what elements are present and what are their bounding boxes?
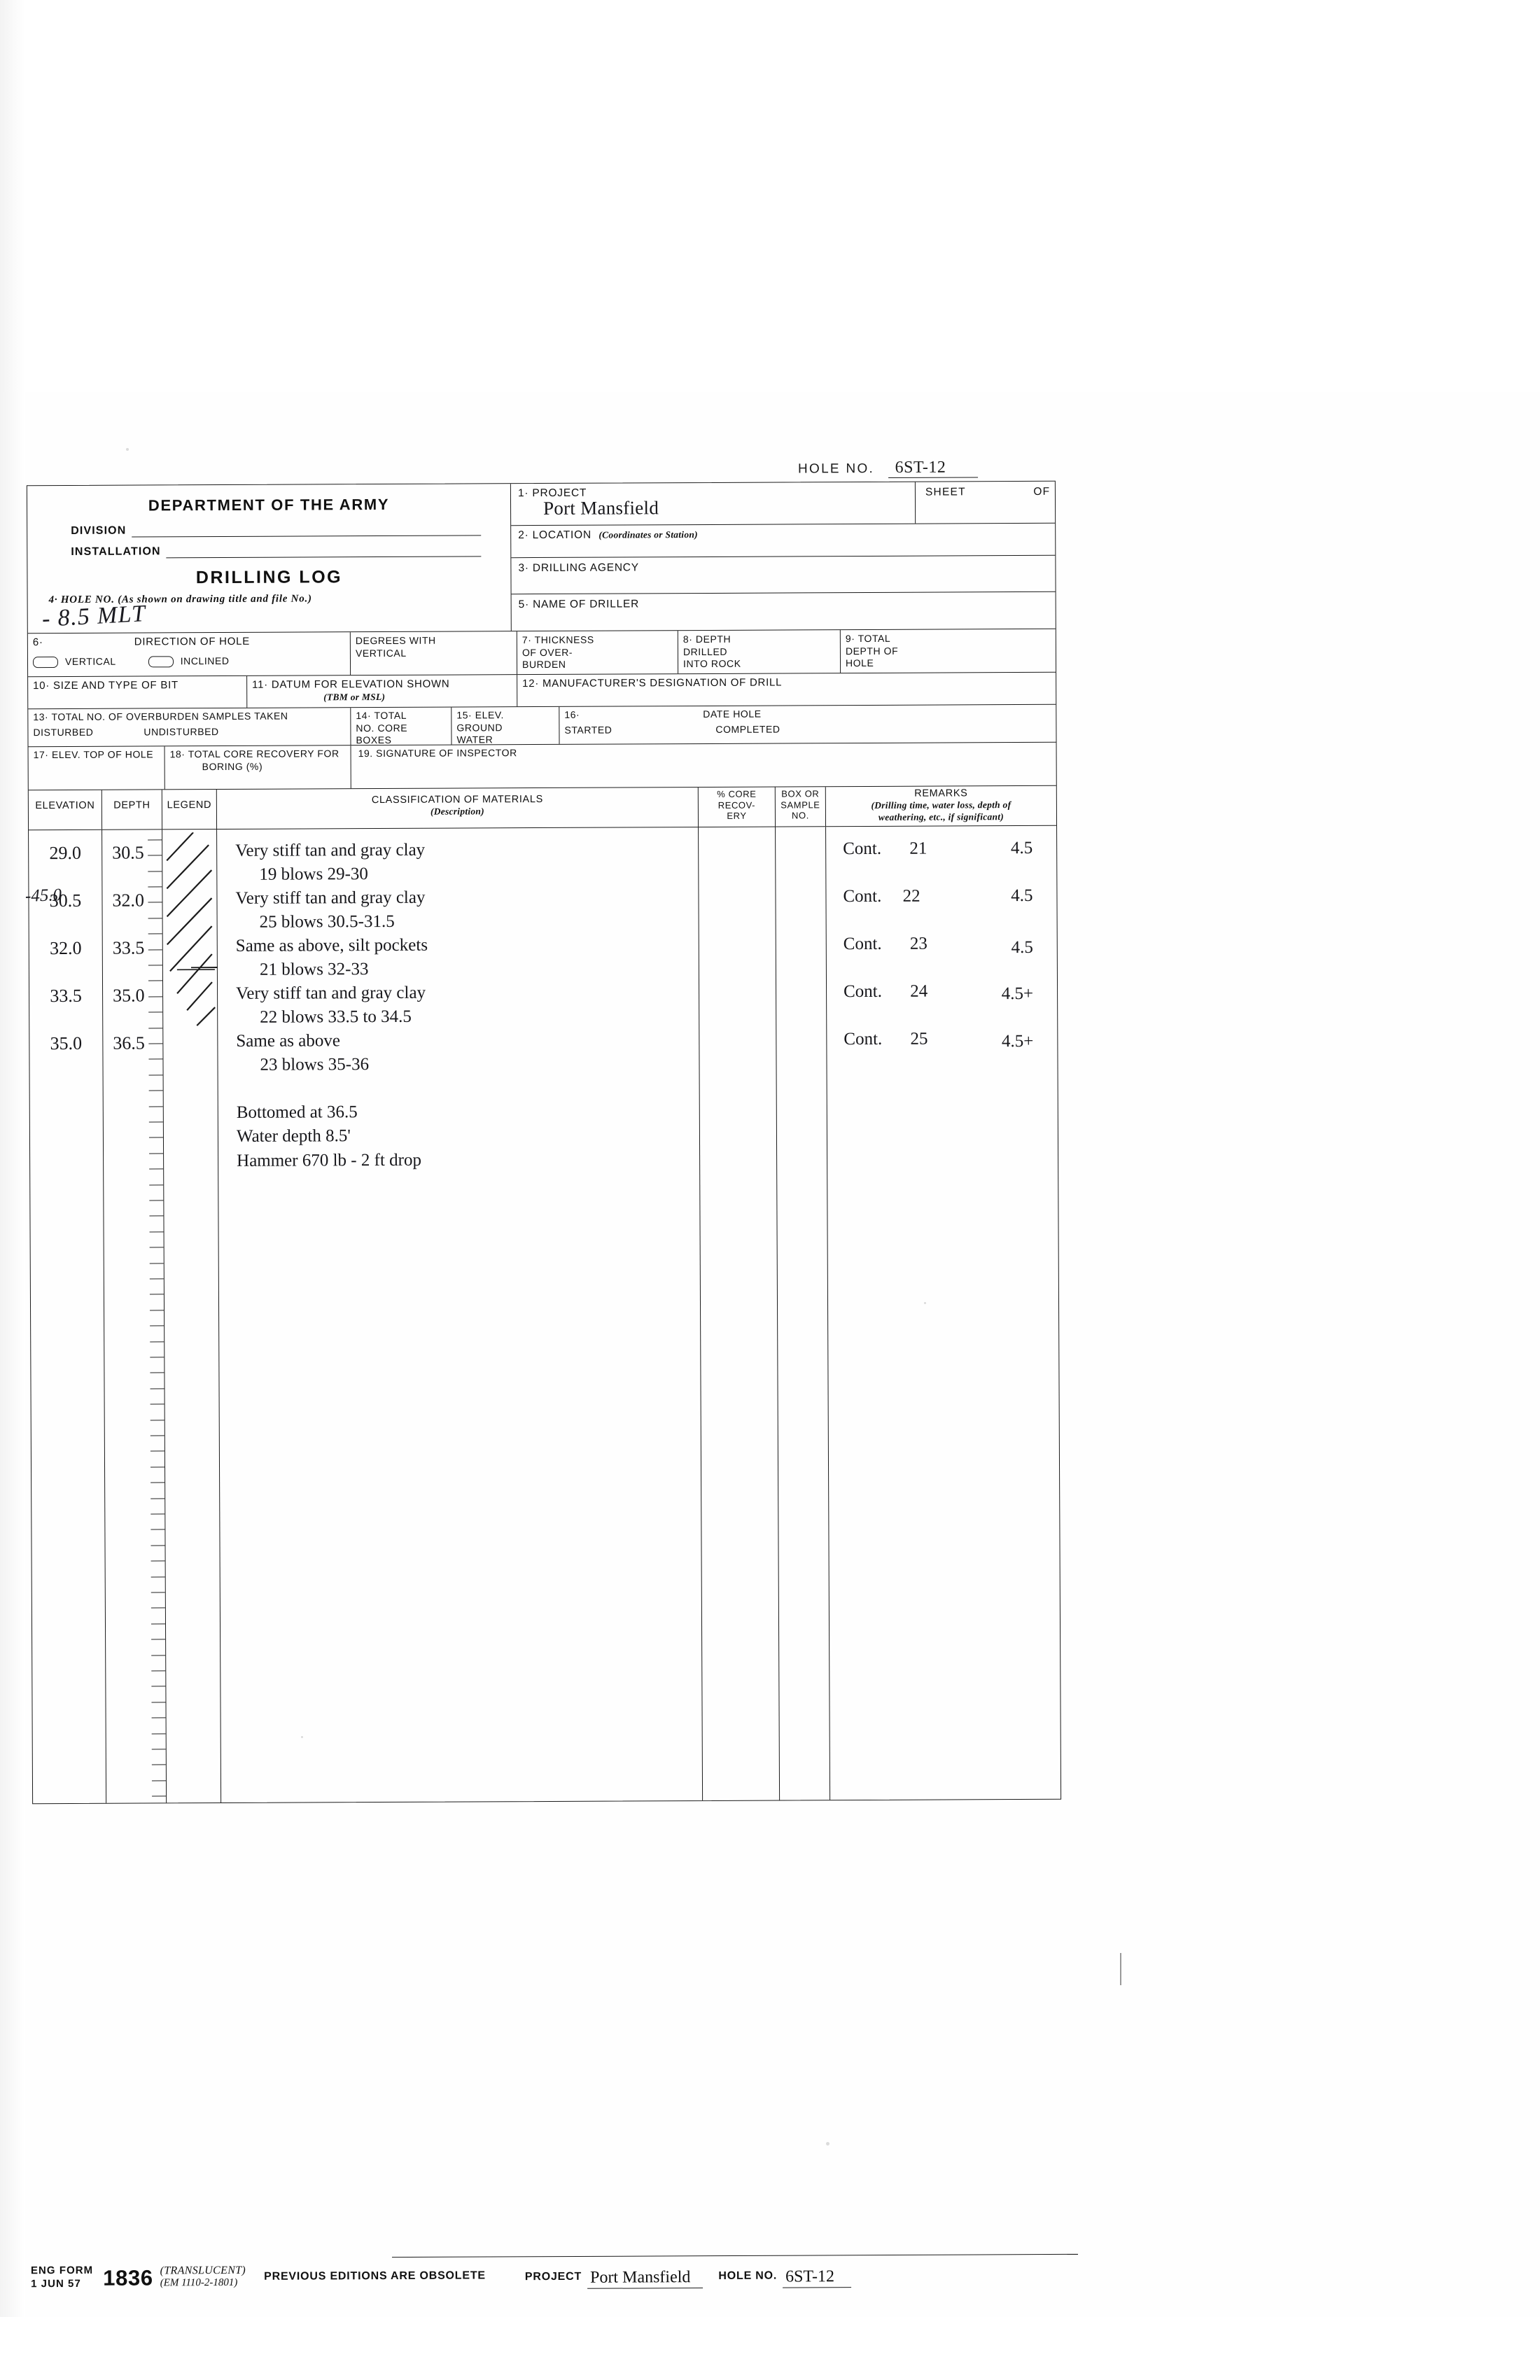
depth-tick <box>149 1074 163 1075</box>
footer-project-value: Port Mansfield <box>587 2268 703 2289</box>
depth-tick <box>150 1451 164 1452</box>
datum-note: (TBM or MSL) <box>323 691 386 703</box>
field6-number: 6· <box>32 636 43 649</box>
remark-sample-no: 24 <box>910 981 928 1001</box>
driller-name-label: 5· NAME OF DRILLER <box>518 598 640 611</box>
header-box-sample-1: BOX OR <box>781 788 820 799</box>
location-label: 2· LOCATION <box>518 528 592 542</box>
log-table-header <box>29 786 1056 830</box>
direction-of-hole-label: DIRECTION OF HOLE <box>134 635 251 648</box>
groundwater-label-3: WATER <box>456 734 493 746</box>
header-remarks-title: REMARKS <box>914 788 968 799</box>
cell-description <box>236 933 428 982</box>
cell-description <box>236 1029 369 1078</box>
depth-tick <box>151 1608 165 1609</box>
header-remarks <box>825 786 1056 826</box>
bit-size-cell[interactable] <box>28 676 246 708</box>
description-line-1: Same as above <box>236 1031 340 1051</box>
column-legend <box>162 830 220 1802</box>
depth-tick <box>148 855 162 856</box>
depth-drilled-label-1: 8· DEPTH <box>682 633 732 645</box>
signature-cell[interactable] <box>351 743 1056 788</box>
depth-drilled-label-2: DRILLED <box>682 645 728 657</box>
core-recovery-label-2: BORING (%) <box>202 760 263 772</box>
agency-title: DEPARTMENT OF THE ARMY <box>148 495 390 514</box>
column-remarks <box>825 826 1060 1800</box>
cell-depth: 35.0 <box>113 985 145 1006</box>
depth-tick <box>150 1404 164 1405</box>
description-line-2: 25 blows 30.5-31.5 <box>259 912 395 932</box>
thickness-overburden-cell[interactable] <box>517 631 678 674</box>
hole-number-header <box>798 458 978 477</box>
depth-tick <box>149 1121 163 1122</box>
hole-number-value: 6ST-12 <box>888 458 979 478</box>
depth-tick <box>152 1780 166 1781</box>
depth-tick <box>150 1263 164 1264</box>
direction-of-hole-cell[interactable] <box>28 632 350 676</box>
closing-note-3: Hammer 670 lb - 2 ft drop <box>237 1150 422 1170</box>
location-note: (Coordinates or Station) <box>598 529 698 540</box>
depth-tick <box>151 1686 165 1687</box>
cell-remark-value: 4.5 <box>1010 838 1033 858</box>
elev-top-of-hole-cell[interactable] <box>29 746 164 790</box>
drilling-log-form <box>24 481 1061 1804</box>
remark-sample-no: 25 <box>910 1029 928 1049</box>
depth-tick <box>152 1733 166 1734</box>
handwritten-depth-annotation: -45.0 <box>24 886 62 906</box>
closing-note-1: Bottomed at 36.5 <box>236 1102 358 1122</box>
cell-remark <box>844 981 927 1002</box>
depth-tick <box>149 1184 163 1185</box>
vertical-checkbox[interactable] <box>33 657 58 668</box>
description-line-1: Very stiff tan and gray clay <box>235 840 426 860</box>
core-recovery-label-1: 18· TOTAL CORE RECOVERY FOR <box>169 748 340 760</box>
cell-elevation: 35.0 <box>50 1032 83 1054</box>
previous-editions-note: PREVIOUS EDITIONS ARE OBSOLETE <box>264 2269 486 2283</box>
sheet-of-label: OF <box>1033 485 1051 498</box>
cell-remark-value: 4.5+ <box>1001 983 1034 1003</box>
disturbed-label: DISTURBED <box>33 726 94 738</box>
footer-project-label: PROJECT <box>524 2270 582 2283</box>
cell-elevation: 33.5 <box>50 985 82 1006</box>
remark-sample-no: 23 <box>909 934 927 953</box>
header-classification-title: CLASSIFICATION OF MATERIALS <box>371 794 543 806</box>
cell-description <box>235 886 425 935</box>
depth-tick <box>149 1106 163 1107</box>
form-header <box>27 482 1056 634</box>
depth-tick <box>150 1466 164 1467</box>
depth-tick <box>151 1576 165 1577</box>
overburden-samples-cell[interactable] <box>28 708 350 746</box>
column-classification <box>216 827 702 1802</box>
degrees-with-vertical-cell[interactable] <box>350 631 517 675</box>
page-bottom-margin <box>0 2317 1540 2380</box>
depth-tick <box>148 949 162 950</box>
depth-tick <box>150 1294 164 1295</box>
depth-into-rock-cell[interactable] <box>678 630 840 673</box>
date-started-label: STARTED <box>564 724 612 736</box>
depth-tick <box>148 839 162 840</box>
hole-number-note: 4· HOLE NO. (As shown on drawing title and file No.) <box>48 593 312 606</box>
groundwater-label-2: GROUND <box>456 721 503 734</box>
degrees-vertical-label: VERTICAL <box>355 647 407 659</box>
header-core-recovery-1: % CORE <box>717 788 757 799</box>
header-remarks-note-1: (Drilling time, water loss, depth of <box>871 799 1011 811</box>
header-classification-note: (Description) <box>430 806 484 818</box>
remark-sample-no: 22 <box>902 886 920 906</box>
location-field[interactable] <box>511 524 1055 558</box>
ground-water-elev-cell[interactable] <box>451 707 559 745</box>
drilling-agency-field[interactable] <box>511 556 1055 594</box>
depth-tick <box>150 1513 164 1514</box>
inclined-label: INCLINED <box>180 654 230 667</box>
datum-elevation-cell[interactable] <box>246 675 517 708</box>
date-completed-label: COMPLETED <box>715 723 780 735</box>
remark-text: Cont. <box>843 839 882 858</box>
page-top-margin <box>0 0 1540 392</box>
header-core-recovery-2: RECOV- <box>718 799 756 811</box>
total-depth-label-3: HOLE <box>845 657 874 669</box>
form-row-elev-recovery-signature <box>29 743 1056 790</box>
cell-depth: 33.5 <box>112 937 145 958</box>
description-line-2: 23 blows 35-36 <box>260 1055 370 1075</box>
depth-tick <box>148 996 162 997</box>
header-classification <box>216 788 698 829</box>
header-core-recovery <box>698 788 775 827</box>
hole-number-label: HOLE NO. <box>797 461 875 477</box>
footer-rule <box>392 2254 1078 2258</box>
depth-drilled-label-3: INTO ROCK <box>682 657 741 670</box>
form-row-samples-dates <box>28 705 1056 747</box>
depth-tick <box>152 1796 166 1797</box>
depth-tick <box>151 1639 165 1640</box>
eng-form-line-1: ENG FORM <box>30 2264 94 2277</box>
vertical-label: VERTICAL <box>64 655 116 667</box>
date-hole-label: DATE HOLE <box>703 708 762 720</box>
groundwater-label-1: 15· ELEV. <box>456 709 504 721</box>
form-row-direction <box>28 629 1056 677</box>
inclined-checkbox[interactable] <box>148 656 174 667</box>
cell-remark-value: 4.5+ <box>1001 1031 1034 1051</box>
cell-description <box>235 839 425 888</box>
field16-number: 16· <box>564 708 580 720</box>
depth-tick <box>150 1231 164 1232</box>
drill-designation-cell[interactable] <box>517 673 1056 706</box>
em-reference: (EM 1110-2-1801) <box>160 2276 238 2288</box>
depth-tick <box>151 1545 165 1546</box>
depth-tick <box>149 1216 163 1217</box>
remark-sample-no: 21 <box>909 839 927 858</box>
depth-tick <box>148 1012 162 1013</box>
eng-form-line-2: 1 JUN 57 <box>31 2277 81 2290</box>
depth-tick <box>148 1059 162 1060</box>
date-hole-cell[interactable] <box>559 705 1056 744</box>
total-depth-cell[interactable] <box>840 629 1056 673</box>
column-core-recovery <box>698 827 779 1800</box>
handwritten-elev-top-of-hole: - 8.5 MLT <box>41 601 147 632</box>
bit-size-label: 10· SIZE AND TYPE OF BIT <box>33 679 178 692</box>
clay-hatch-pattern-icon <box>165 832 216 1042</box>
header-box-sample <box>775 787 825 826</box>
datum-label: 11· DATUM FOR ELEVATION SHOWN <box>252 678 450 691</box>
cell-remark <box>843 886 920 906</box>
core-boxes-label-2: NO. CORE <box>356 722 408 734</box>
core-boxes-label-3: BOXES <box>356 734 392 746</box>
description-line-1: Same as above, silt pockets <box>235 935 428 955</box>
scan-speck <box>826 2142 830 2146</box>
sheet-label: SHEET <box>925 486 966 498</box>
cell-elevation: 32.0 <box>49 937 82 958</box>
legend-pointer-line-icon <box>191 967 218 968</box>
eng-form-label <box>31 2264 93 2291</box>
cell-depth: 30.5 <box>112 842 144 863</box>
depth-tick <box>148 886 162 887</box>
depth-tick <box>150 1341 164 1342</box>
depth-tick <box>149 1153 163 1154</box>
depth-tick <box>149 1169 163 1170</box>
depth-tick <box>151 1561 165 1562</box>
cell-depth: 32.0 <box>112 890 145 911</box>
installation-field[interactable] <box>27 544 510 559</box>
depth-tick <box>148 902 162 903</box>
footer-hole-label: HOLE NO. <box>718 2269 778 2282</box>
description-line-2: 22 blows 33.5 to 34.5 <box>260 1007 412 1028</box>
installation-label: INSTALLATION <box>71 545 161 558</box>
division-input-line[interactable] <box>132 524 481 537</box>
remark-text: Cont. <box>844 1029 883 1049</box>
header-box-sample-2: SAMPLE <box>780 799 820 811</box>
cell-elevation: 30.5 <box>49 890 82 911</box>
driller-name-field[interactable] <box>512 592 1056 631</box>
project-label: 1· PROJECT <box>517 486 587 500</box>
project-field[interactable] <box>511 482 1055 526</box>
depth-tick <box>150 1247 164 1248</box>
form-title: DRILLING LOG <box>195 567 343 588</box>
cell-remark-value: 4.5 <box>1011 937 1033 957</box>
drill-designation-label: 12· MANUFACTURER'S DESIGNATION OF DRILL <box>522 676 783 690</box>
cell-depth: 36.5 <box>113 1032 145 1054</box>
cell-remark <box>844 934 927 954</box>
column-box-sample <box>775 827 830 1800</box>
cell-remark <box>844 1029 927 1049</box>
depth-tick <box>150 1278 164 1279</box>
scan-speck <box>126 448 129 451</box>
cell-remark-value: 4.5 <box>1011 886 1033 905</box>
installation-input-line[interactable] <box>167 545 482 558</box>
closing-notes <box>237 1100 421 1174</box>
header-elevation: ELEVATION <box>35 799 95 812</box>
description-line-2: 21 blows 32-33 <box>259 960 369 980</box>
remark-text: Cont. <box>843 886 882 906</box>
remark-text: Cont. <box>843 934 882 953</box>
header-remarks-note-2: weathering, etc., if significant) <box>878 811 1004 822</box>
form-number: 1836 <box>103 2264 153 2290</box>
scan-stray-mark <box>1120 1953 1121 1985</box>
total-depth-label-2: DEPTH OF <box>845 645 899 657</box>
description-line-1: Very stiff tan and gray clay <box>236 983 426 1003</box>
degrees-with-label: DEGREES WITH <box>355 634 436 647</box>
depth-tick <box>148 1043 162 1044</box>
undisturbed-label: UNDISTURBED <box>144 725 219 737</box>
remark-text: Cont. <box>844 981 882 1001</box>
description-line-1: Very stiff tan and gray clay <box>235 888 426 908</box>
form-footer <box>31 2260 1074 2291</box>
cell-description <box>236 981 426 1030</box>
overburden-samples-label: 13· TOTAL NO. OF OVERBURDEN SAMPLES TAKEN <box>33 710 288 723</box>
total-depth-label-1: 9· TOTAL <box>845 632 891 645</box>
form-row-bit-datum <box>28 673 1056 709</box>
depth-tick <box>150 1388 164 1389</box>
depth-tick <box>150 1435 164 1436</box>
depth-tick <box>151 1655 165 1656</box>
elev-top-label: 17· ELEV. TOP OF HOLE <box>33 748 154 761</box>
header-core-recovery-3: ERY <box>727 810 747 822</box>
column-elevation <box>29 830 106 1803</box>
depth-tick <box>148 871 162 872</box>
page-left-margin <box>0 0 25 2380</box>
division-label: DIVISION <box>71 524 127 537</box>
header-depth: DEPTH <box>102 790 162 829</box>
core-boxes-label-1: 14· TOTAL <box>356 709 407 722</box>
thickness-label-3: BURDEN <box>522 658 566 671</box>
division-field[interactable] <box>27 523 510 538</box>
depth-tick <box>151 1623 165 1624</box>
core-boxes-cell[interactable] <box>350 708 451 746</box>
footer-hole-value: 6ST-12 <box>783 2267 851 2288</box>
signature-label: 19. SIGNATURE OF INSPECTOR <box>358 747 517 760</box>
log-table-body <box>29 826 1060 1803</box>
thickness-label-1: 7· THICKNESS <box>522 634 594 646</box>
cell-elevation: 29.0 <box>49 842 82 863</box>
header-box-sample-3: NO. <box>791 810 809 821</box>
core-recovery-cell[interactable] <box>164 746 351 789</box>
depth-tick <box>150 1498 164 1499</box>
closing-note-2: Water depth 8.5' <box>236 1126 351 1147</box>
header-legend: LEGEND <box>162 790 216 829</box>
thickness-label-2: OF OVER- <box>522 646 573 658</box>
drilling-agency-label: 3· DRILLING AGENCY <box>518 561 639 575</box>
cell-remark <box>843 839 927 859</box>
sheet-field[interactable] <box>915 482 1055 524</box>
translucent-note: (TRANSLUCENT) <box>160 2264 246 2276</box>
column-depth <box>102 830 166 1802</box>
project-value: Port Mansfield <box>542 497 659 519</box>
project-block <box>510 482 1056 631</box>
depth-tick <box>151 1670 165 1671</box>
description-line-2: 19 blows 29-30 <box>259 864 368 885</box>
